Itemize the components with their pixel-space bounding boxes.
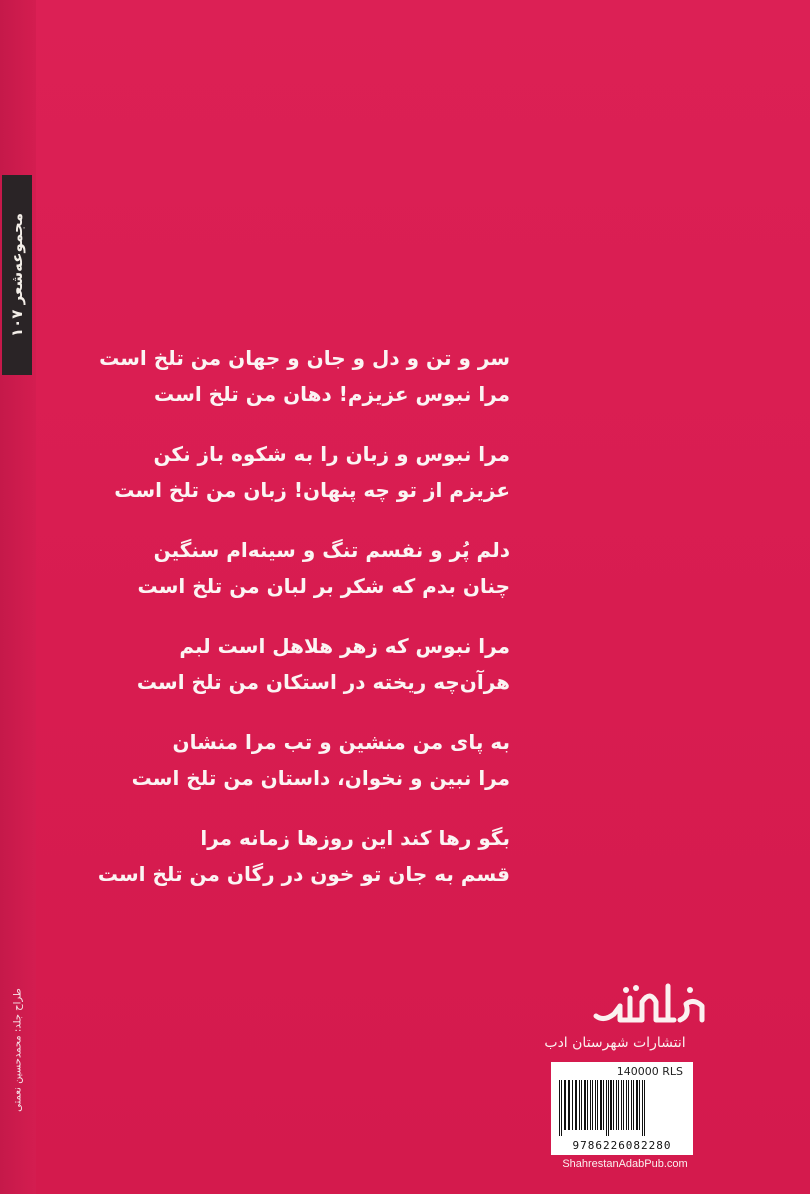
verse-line: هرآن‌چه ریخته در استکان من تلخ است bbox=[136, 670, 510, 694]
barcode-bar bbox=[575, 1080, 577, 1130]
barcode-bar bbox=[559, 1080, 560, 1136]
barcode-bar bbox=[633, 1080, 634, 1130]
barcode-bar bbox=[581, 1080, 582, 1130]
barcode-bar bbox=[564, 1080, 566, 1130]
barcode-bar bbox=[597, 1080, 598, 1130]
barcode-bar bbox=[603, 1080, 604, 1130]
barcode-bar bbox=[568, 1080, 570, 1130]
verse-line: چنان بدم که شکر بر لبان من تلخ است bbox=[137, 574, 510, 598]
series-label-text: مجموعه‌شعر ۱۰۷ bbox=[8, 212, 26, 338]
barcode-bar bbox=[631, 1080, 632, 1130]
barcode-bar bbox=[642, 1080, 643, 1136]
barcode-bar bbox=[579, 1080, 580, 1130]
barcode-bar bbox=[628, 1080, 629, 1130]
publisher-name: انتشارات شهرستان ادب bbox=[544, 1035, 686, 1051]
verse-line: مرا نبین و نخوان، داستان من تلخ است bbox=[131, 766, 510, 790]
verse-line: مرا نبوس و زبان را به شکوه باز نکن bbox=[153, 442, 510, 466]
price-label: 140000 RLS bbox=[616, 1065, 683, 1078]
barcode-bar bbox=[600, 1080, 602, 1130]
stanza bbox=[30, 820, 510, 892]
barcode-bar bbox=[623, 1080, 624, 1130]
barcode-bar bbox=[592, 1080, 593, 1130]
barcode-bar bbox=[613, 1080, 614, 1130]
publisher-website: ShahrestanAdabPub.com bbox=[562, 1158, 688, 1170]
barcode-bar bbox=[621, 1080, 622, 1130]
barcode-bar bbox=[587, 1080, 588, 1130]
barcode-bar bbox=[610, 1080, 612, 1130]
barcode-bar bbox=[595, 1080, 596, 1130]
verse-line: مرا نبوس که زهر هلاهل است لبم bbox=[179, 634, 510, 658]
stanza bbox=[30, 628, 510, 700]
barcode-bar bbox=[639, 1080, 640, 1130]
verse-line: دلم پُر و نفسم تنگ و سینه‌ام سنگین bbox=[153, 538, 510, 562]
barcode-bar bbox=[606, 1080, 607, 1136]
barcode-bar bbox=[618, 1080, 619, 1130]
stanza bbox=[30, 724, 510, 796]
barcode-bar bbox=[584, 1080, 586, 1130]
verse-line: به پای من منشین و تب مرا منشان bbox=[172, 730, 510, 754]
barcode-bar bbox=[561, 1080, 562, 1136]
barcode bbox=[551, 1062, 693, 1155]
verse-line: عزیزم از تو چه پنهان! زبان من تلخ است bbox=[114, 478, 510, 502]
stanza bbox=[30, 340, 510, 412]
barcode-bar bbox=[644, 1080, 645, 1136]
barcode-bar bbox=[608, 1080, 609, 1136]
barcode-bars bbox=[559, 1080, 685, 1136]
stanza bbox=[30, 532, 510, 604]
verse-line: بگو رها کند این روزها زمانه مرا bbox=[200, 826, 510, 850]
verse-line: مرا نبوس عزیزم! دهان من تلخ است bbox=[154, 382, 510, 406]
barcode-bar bbox=[616, 1080, 617, 1130]
barcode-bar bbox=[636, 1080, 638, 1130]
cover-designer-credit: طراح جلد: محمدحسین نعمتی bbox=[12, 988, 24, 1112]
verse-line: سر و تن و دل و جان و جهان من تلخ است bbox=[99, 346, 510, 370]
verse-line: قسم به جان تو خون در رگان من تلخ است bbox=[97, 862, 510, 886]
publisher-logo-icon bbox=[590, 976, 710, 1032]
series-label bbox=[2, 175, 32, 375]
stanza bbox=[30, 436, 510, 508]
poem bbox=[30, 340, 510, 916]
barcode-bar bbox=[626, 1080, 627, 1130]
isbn-digits: 9786226082280 bbox=[572, 1139, 672, 1152]
barcode-bar bbox=[590, 1080, 591, 1130]
barcode-bar bbox=[572, 1080, 573, 1130]
